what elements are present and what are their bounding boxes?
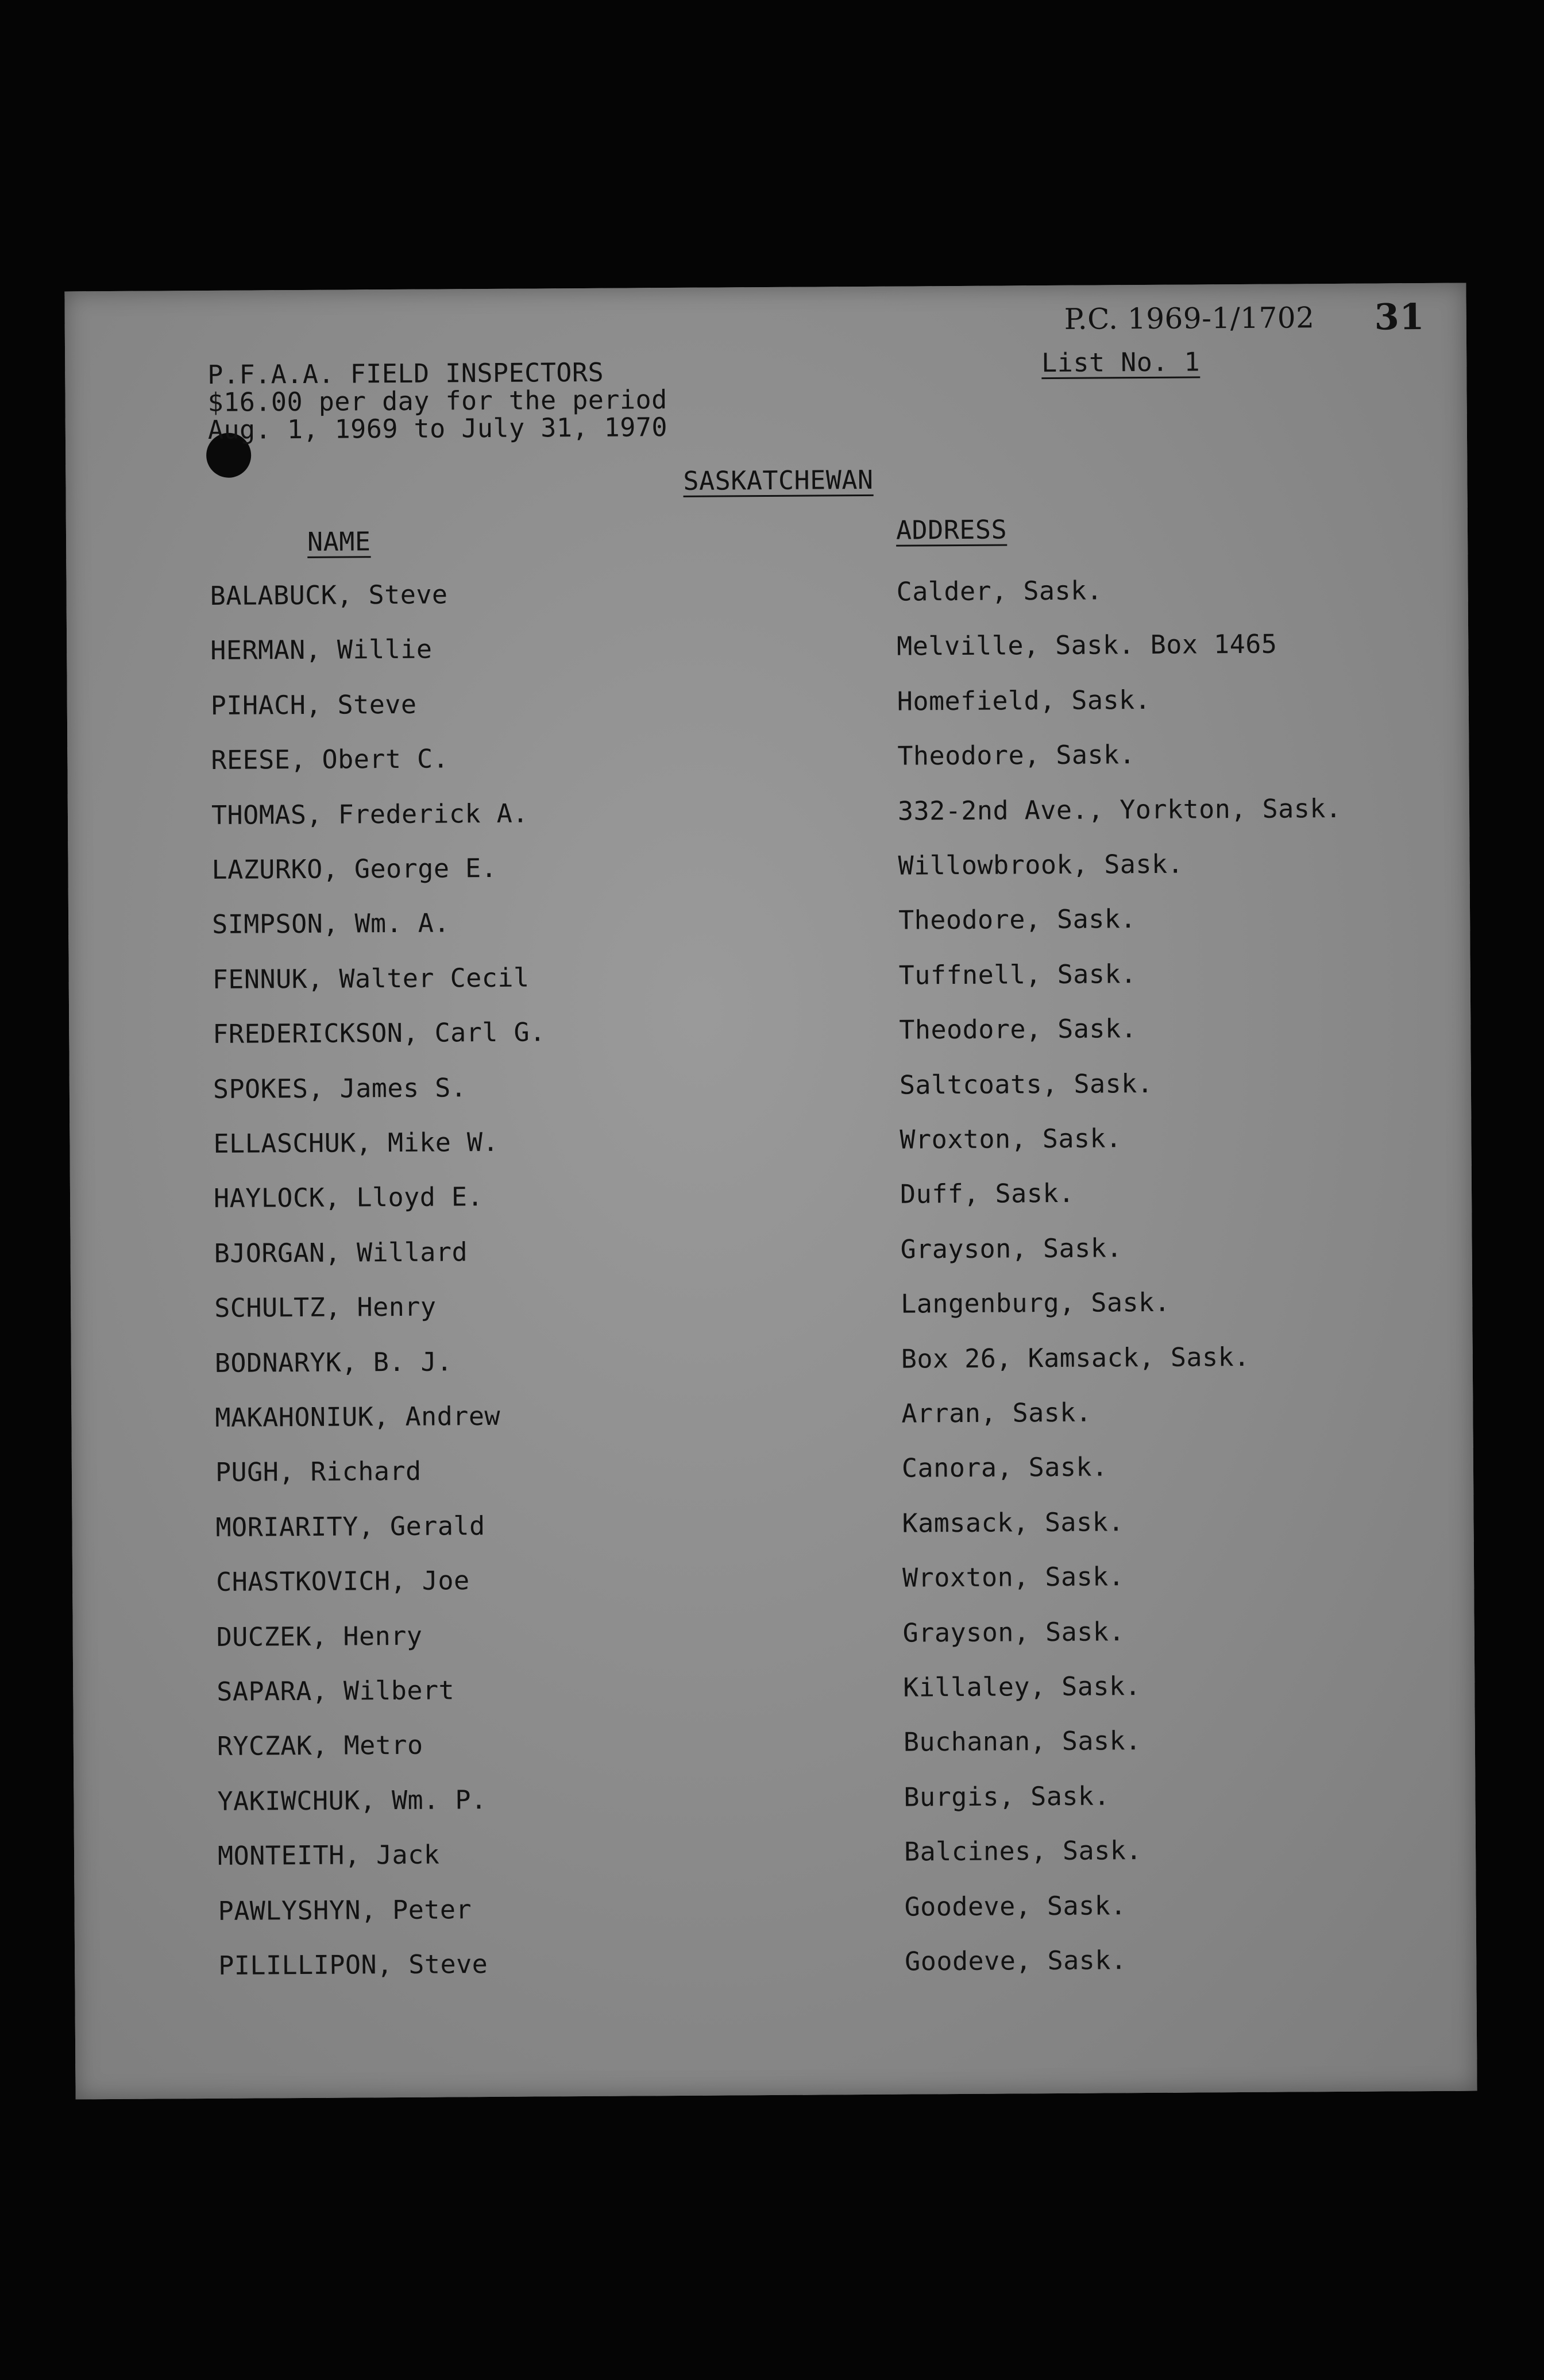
inspector-address: 332-2nd Ave., Yorkton, Sask. [897,793,1342,826]
table-row [213,957,1361,999]
inspector-address: Box 26, Kamsack, Sask. [901,1341,1250,1374]
inspector-address: Homefield, Sask. [897,684,1151,717]
table-row [218,1888,1367,1930]
inspector-address: Goodeve, Sask. [904,1890,1127,1922]
table-row [211,683,1360,725]
inspector-name: MONTEITH, Jack [217,1839,440,1872]
table-row [213,1012,1361,1053]
inspector-address: Willowbrook, Sask. [898,848,1184,881]
inspector-address: Balcines, Sask. [904,1835,1142,1867]
inspector-address: Saltcoats, Sask. [899,1068,1153,1100]
inspector-address: Goodeve, Sask. [905,1945,1127,1977]
table-row [213,1067,1362,1108]
inspector-name: RYCZAK, Metro [217,1730,423,1762]
inspector-name: SIMPSON, Wm. A. [211,907,450,940]
inspector-address: Tuffnell, Sask. [898,958,1137,991]
province-heading: SASKATCHEWAN [683,464,874,496]
table-row [210,574,1358,615]
inspector-address: Theodore, Sask. [899,1013,1137,1045]
table-row [211,848,1360,889]
document-page [64,283,1477,2100]
inspector-name: LAZURKO, George E. [211,852,497,885]
table-row [212,902,1361,944]
name-column-header: NAME [307,526,371,557]
inspector-address: Wroxton, Sask. [902,1561,1125,1593]
inspector-name: SCHULTZ, Henry [214,1291,437,1324]
inspector-address: Burgis, Sask. [904,1780,1110,1813]
inspector-name: BODNARYK, B. J. [214,1346,453,1378]
list-number: List No. 1 [1041,346,1201,378]
inspector-address: Duff, Sask. [900,1178,1075,1210]
table-row [215,1505,1364,1546]
inspector-name: HAYLOCK, Lloyd E. [213,1181,484,1214]
inspector-address: Grayson, Sask. [902,1616,1125,1648]
inspector-name: CHASTKOVICH, Joe [215,1565,470,1598]
inspector-name: FENNUK, Walter Cecil [212,962,530,995]
inspector-name: BJORGAN, Willard [214,1237,468,1269]
table-row [211,738,1360,779]
inspector-name: PILILLIPON, Steve [218,1949,488,1981]
inspector-name: SPOKES, James S. [213,1072,467,1104]
inspector-address: Buchanan, Sask. [903,1725,1141,1757]
inspector-address: Kamsack, Sask. [902,1506,1124,1539]
table-row [216,1560,1365,1601]
table-row [214,1176,1362,1218]
table-row [218,1944,1367,1985]
inspector-name: REESE, Obert C. [211,743,449,776]
inspector-name: PAWLYSHYN, Peter [218,1894,472,1926]
inspector-address: Wroxton, Sask. [900,1123,1122,1155]
table-row [214,1286,1363,1327]
inspector-name: PUGH, Richard [215,1456,422,1488]
inspector-name: SAPARA, Wilbert [217,1675,455,1707]
inspector-address: Theodore, Sask. [897,739,1136,771]
table-row [217,1614,1365,1656]
table-row [218,1834,1367,1875]
inspector-address: Canora, Sask. [901,1451,1108,1484]
table-row [215,1450,1364,1492]
inspector-name: YAKIWCHUK, Wm. P. [217,1784,487,1817]
table-row [213,1122,1362,1163]
inspector-name: HERMAN, Willie [210,633,433,666]
inspector-name: FREDERICKSON, Carl G. [213,1017,546,1050]
page-number: 31 [1374,296,1425,338]
inspector-address: Langenburg, Sask. [901,1286,1171,1319]
table-row [214,1231,1362,1273]
table-row [217,1779,1366,1820]
inspector-name: DUCZEK, Henry [216,1620,423,1652]
table-row [215,1340,1364,1382]
inspector-name: MORIARITY, Gerald [215,1510,485,1543]
inspector-address: Killaley, Sask. [903,1671,1141,1703]
inspector-name: PIHACH, Steve [210,689,417,721]
table-row [217,1670,1365,1711]
table-row [217,1724,1366,1765]
inspector-address: Grayson, Sask. [900,1232,1123,1265]
inspector-address: Arran, Sask. [901,1397,1092,1429]
table-row [210,628,1359,670]
inspector-address: Calder, Sask. [896,575,1103,607]
order-number: P.C. 1969-1/1702 [1064,301,1315,336]
inspector-name: ELLASCHUK, Mike W. [213,1126,499,1159]
title-line-3: Aug. 1, 1969 to July 31, 1970 [207,412,668,445]
title-line-2: $16.00 per day for the period [207,384,667,418]
table-row [215,1396,1364,1437]
inspector-name: THOMAS, Frederick A. [211,798,528,830]
inspector-address: Melville, Sask. Box 1465 [897,628,1277,662]
inspector-name: BALABUCK, Steve [210,579,448,611]
title-line-1: P.F.A.A. FIELD INSPECTORS [207,357,604,390]
inspector-name: MAKAHONIUK, Andrew [215,1400,501,1433]
inspector-address: Theodore, Sask. [898,903,1137,936]
table-row [211,793,1360,834]
address-column-header: ADDRESS [895,514,1008,546]
